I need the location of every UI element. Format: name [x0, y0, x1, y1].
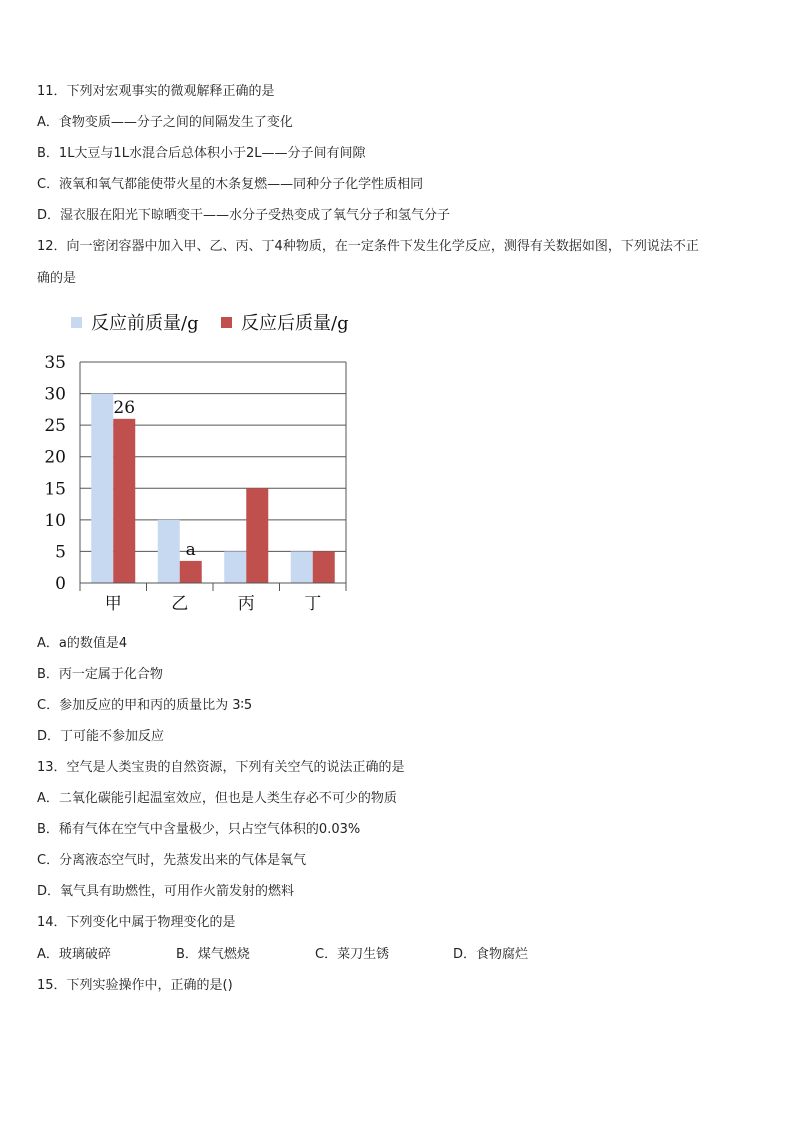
bar-丁-1: [313, 551, 335, 583]
y-tick-label: 30: [44, 384, 66, 405]
legend-swatch-1: [221, 317, 232, 328]
q13-option-d: D．氧气具有助燃性，可用作火箭发射的燃料: [37, 884, 295, 899]
y-tick-label: 5: [55, 542, 66, 563]
q11-option-b: B．1L大豆与1L水混合后总体积小于2L——分子间有间隙: [37, 146, 366, 161]
data-label-a: a: [185, 539, 196, 560]
bar-甲-1: [113, 419, 135, 583]
bar-乙-0: [158, 520, 180, 583]
y-tick-label: 25: [44, 416, 66, 437]
q14-option-a: A．玻璃破碎: [37, 947, 111, 962]
legend-label-1: 反应后质量/g: [241, 313, 349, 334]
data-label-26: 26: [113, 397, 136, 418]
q14-option-d: D．食物腐烂: [453, 947, 529, 962]
q12-stem-line2: 确的是: [37, 271, 77, 286]
legend-swatch-0: [71, 317, 82, 328]
chart-legend: [71, 313, 349, 334]
bar-丙-0: [224, 551, 246, 583]
q13-option-c: C．分离液态空气时，先蒸发出来的气体是氧气: [37, 853, 307, 868]
x-tick-label: 丙: [237, 594, 255, 614]
q12-option-d: D．丁可能不参加反应: [37, 729, 165, 744]
legend-label-0: 反应前质量/g: [91, 313, 199, 334]
q11-option-d: D．湿衣服在阳光下晾晒变干——水分子受热变成了氧气分子和氢气分子: [37, 208, 451, 223]
y-tick-label: 10: [44, 510, 66, 531]
y-axis-tick-labels: [44, 353, 66, 594]
q13-option-b: B．稀有气体在空气中含量极少，只占空气体积的0.03%: [37, 822, 361, 837]
q11-option-a: A．食物变质——分子之间的间隔发生了变化: [37, 115, 293, 130]
bar-丙-1: [246, 488, 268, 583]
mass-bar-chart: [36, 300, 396, 630]
q12-stem-line1: 12．向一密闭容器中加入甲、乙、丙、丁4种物质，在一定条件下发生化学反应，测得有关数据如图，下列说法不正: [37, 239, 699, 254]
q11-option-c: C．液氧和氧气都能使带火星的木条复燃——同种分子化学性质相同: [37, 177, 424, 192]
y-tick-label: 35: [44, 353, 66, 373]
y-tick-label: 0: [55, 574, 66, 594]
y-tick-label: 20: [44, 447, 66, 468]
bar-丁-0: [291, 551, 313, 583]
q14-option-c: C．菜刀生锈: [315, 947, 390, 962]
bar-乙-1: [180, 561, 202, 583]
q14-stem: 14．下列变化中属于物理变化的是: [37, 915, 236, 930]
q15-stem: 15．下列实验操作中，正确的是(): [37, 978, 233, 993]
x-tick-label: 乙: [171, 594, 189, 614]
x-tick-label: 甲: [104, 594, 122, 614]
q14-option-b: B．煤气燃烧: [176, 947, 250, 962]
q12-option-c: C．参加反应的甲和丙的质量比为 3∶5: [37, 698, 253, 713]
q12-option-b: B．丙一定属于化合物: [37, 667, 163, 682]
q13-option-a: A．二氧化碳能引起温室效应，但也是人类生存必不可少的物质: [37, 791, 397, 806]
q13-stem: 13．空气是人类宝贵的自然资源，下列有关空气的说法正确的是: [37, 760, 405, 775]
x-tick-label: 丁: [304, 594, 322, 614]
bar-甲-0: [91, 394, 113, 583]
q11-stem: 11．下列对宏观事实的微观解释正确的是: [37, 84, 275, 99]
y-tick-label: 15: [44, 479, 66, 500]
q12-option-a: A．a的数值是4: [37, 636, 128, 651]
